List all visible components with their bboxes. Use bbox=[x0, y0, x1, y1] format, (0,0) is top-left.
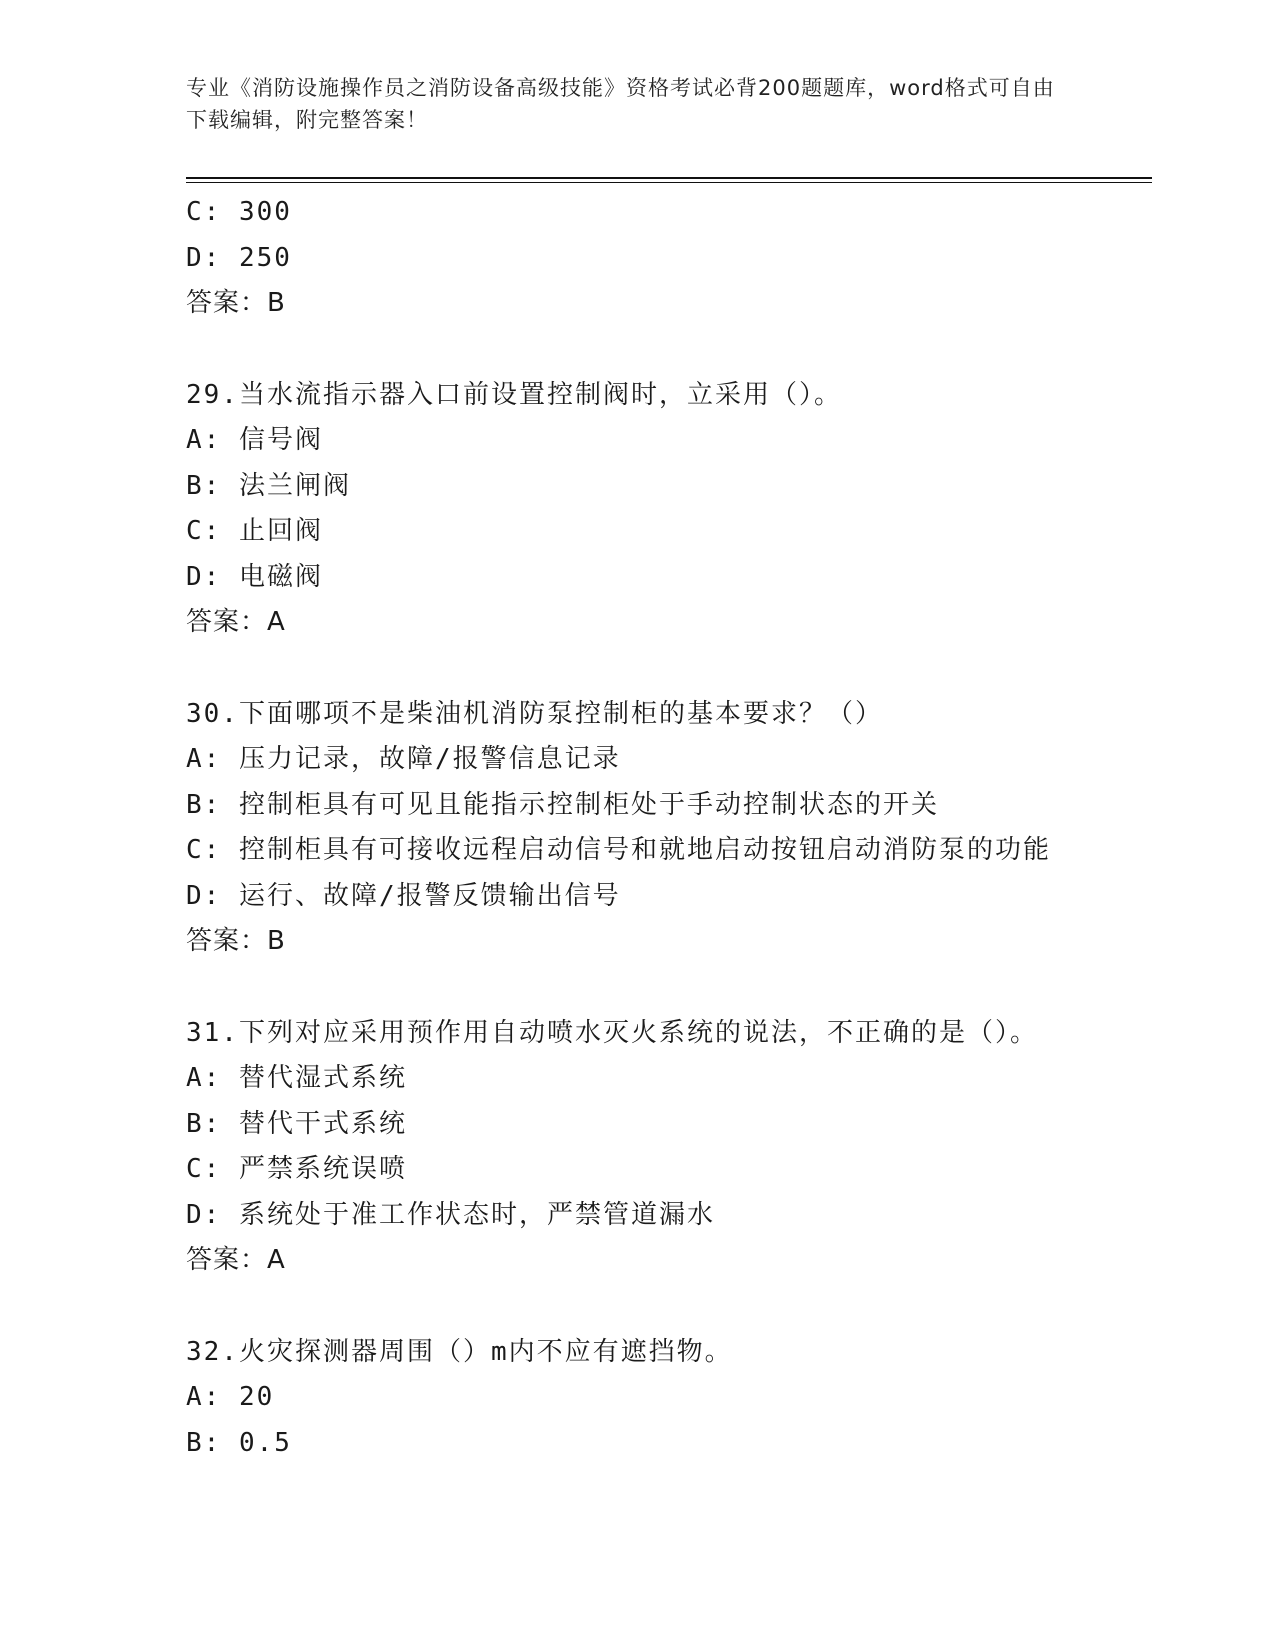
question-30: 30.下面哪项不是柴油机消防泵控制柜的基本要求？（） bbox=[186, 698, 883, 729]
q30-option-a: A: 压力记录，故障/报警信息记录 bbox=[186, 744, 621, 774]
document-header: 专业《消防设施操作员之消防设备高级技能》资格考试必背200题题库，word格式可自由下载编辑，附完整答案！ bbox=[186, 76, 1055, 132]
question-29: 29.当水流指示器入口前设置控制阀时，立采用（）。 bbox=[186, 379, 842, 410]
q31-option-b: B: 替代干式系统 bbox=[186, 1108, 407, 1139]
option-d: D: 250 bbox=[186, 242, 292, 273]
q31-option-c: C: 严禁系统误喷 bbox=[186, 1154, 407, 1184]
q29-option-b: B: 法兰闸阀 bbox=[186, 470, 351, 501]
q30-option-c: C: 控制柜具有可接收远程启动信号和就地启动按钮启动消防泵的功能 bbox=[186, 835, 1051, 865]
q30-option-d: D: 运行、故障/报警反馈输出信号 bbox=[186, 880, 621, 911]
header-rule-thick bbox=[186, 177, 1152, 179]
q31-option-d: D: 系统处于准工作状态时，严禁管道漏水 bbox=[186, 1199, 715, 1230]
q29-option-c: C: 止回阀 bbox=[186, 516, 323, 546]
question-content bbox=[186, 190, 1156, 1466]
spacer bbox=[186, 965, 1156, 1011]
q29-answer: 答案：A bbox=[186, 607, 286, 637]
q29-option-a: A: 信号阀 bbox=[186, 425, 323, 455]
question-32: 32.火灾探测器周围（）m内不应有遮挡物。 bbox=[186, 1336, 733, 1367]
q30-option-b: B: 控制柜具有可见且能指示控制柜处于手动控制状态的开关 bbox=[186, 789, 939, 820]
spacer bbox=[186, 327, 1156, 373]
option-c: C: 300 bbox=[186, 197, 292, 227]
answer: 答案：B bbox=[186, 288, 286, 318]
spacer bbox=[186, 646, 1156, 692]
spacer bbox=[186, 1284, 1156, 1330]
q32-option-b: B: 0.5 bbox=[186, 1427, 292, 1458]
header-rule-thin bbox=[186, 182, 1152, 183]
q31-option-a: A: 替代湿式系统 bbox=[186, 1063, 407, 1093]
question-31: 31.下列对应采用预作用自动喷水灭火系统的说法，不正确的是（）。 bbox=[186, 1017, 1038, 1048]
q31-answer: 答案：A bbox=[186, 1245, 286, 1275]
q29-option-d: D: 电磁阀 bbox=[186, 561, 323, 592]
q32-option-a: A: 20 bbox=[186, 1382, 275, 1412]
q30-answer: 答案：B bbox=[186, 926, 286, 956]
